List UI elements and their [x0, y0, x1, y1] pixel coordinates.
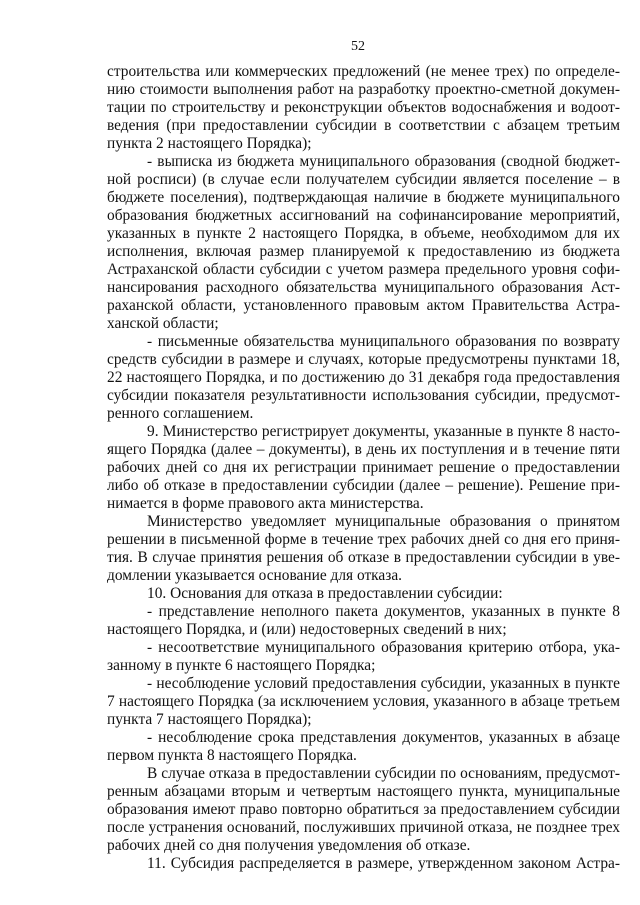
- text-line: - представление неполного пакета документов, указанных в пункте 8: [147, 603, 620, 620]
- text-line: либо об отказе в предоставлении субсидии (далее – решение). Решение при-: [107, 477, 620, 494]
- text-line: после устранения оснований, послуживших причиной отказа, не позднее трех: [107, 819, 620, 836]
- paragraph-reapplication: [107, 765, 620, 855]
- text-line: - несоответствие муниципального образования критерию отбора, ука-: [147, 639, 620, 656]
- text-line: - выписка из бюджета муниципального образования (сводной бюджет-: [147, 153, 620, 170]
- text-line: тации по строительству и реконструкции объектов водоснабжения и водоот-: [107, 99, 620, 116]
- text-line: нимается в форме правового акта министерства.: [107, 495, 424, 512]
- text-line: пункта 7 настоящего Порядка);: [107, 711, 312, 728]
- text-line: указанных в пункте 2 настоящего Порядка, в объеме, необходимом для их: [107, 225, 620, 242]
- text-line: рабочих дней со дня получения уведомления об отказе.: [107, 837, 471, 854]
- text-line: образования бюджетных ассигнований на софинансирование мероприятий,: [107, 207, 620, 224]
- text-line: нансирования расходного обязательства муниципального образования Аст-: [107, 279, 620, 296]
- text-line: бюджете поселения), подтверждающая наличие в бюджете муниципального: [107, 189, 620, 206]
- list-item-budget-extract: [107, 153, 620, 333]
- text-line: ханской области;: [107, 315, 219, 332]
- list-item-criteria-mismatch: [107, 639, 620, 675]
- clause-10-heading: [107, 585, 620, 603]
- text-line: средств субсидии в размере и случаях, которые предусмотрены пунктами 18,: [107, 351, 620, 368]
- text-line: рабочих дней со дня их регистрации принимает решение о предоставлении: [107, 459, 620, 476]
- text-line: раханской области, установленного правовым актом Правительства Астра-: [107, 297, 620, 314]
- text-line: строительства или коммерческих предложений (не менее трех) по определе-: [107, 63, 620, 80]
- text-line: первом пункта 8 настоящего Порядка.: [107, 747, 357, 764]
- text-line: 9. Министерство регистрирует документы, указанные в пункте 8 насто-: [147, 423, 620, 440]
- text-line: - несоблюдение срока представления документов, указанных в абзаце: [147, 729, 620, 746]
- paragraph-continued: [107, 63, 620, 153]
- text-line: - письменные обязательства муниципального образования по возврату: [147, 333, 620, 350]
- document-body: [107, 63, 620, 873]
- list-item-conditions-violation: [107, 675, 620, 729]
- text-line: исполнения, включая размер планируемой к предоставлению из бюджета: [107, 243, 620, 260]
- list-item-deadline-violation: [107, 729, 620, 765]
- paragraph-notification: [107, 513, 620, 585]
- text-line: ренным абзацами вторым и четвертым настоящего пункта, муниципальные: [107, 783, 620, 800]
- text-line: образования имеют право повторно обратиться за предоставлением субсидии: [107, 801, 620, 818]
- text-line: 7 настоящего Порядка (за исключением условия, указанного в абзаце третьем: [107, 693, 620, 710]
- list-item-written-obligations: [107, 333, 620, 423]
- text-line: ящего Порядка (далее – документы), в день их поступления и в течение пяти: [107, 441, 620, 458]
- text-line: тия. В случае принятия решения об отказе в предоставлении субсидии в уве-: [107, 549, 620, 566]
- text-line: ренного соглашением.: [107, 405, 254, 422]
- clause-11: [107, 855, 620, 873]
- text-line: решении в письменной форме в течение трех рабочих дней со дня его приня-: [107, 531, 620, 548]
- text-line: 10. Основания для отказа в предоставлении субсидии:: [147, 585, 503, 602]
- text-line: пункта 2 настоящего Порядка);: [107, 135, 312, 152]
- text-line: Астраханской области субсидии с учетом размера предельного уровня софи-: [107, 261, 620, 278]
- text-line: нию стоимости выполнения работ на разработку проектно-сметной докумен-: [107, 81, 620, 98]
- text-line: В случае отказа в предоставлении субсидии по основаниям, предусмот-: [147, 765, 620, 782]
- text-line: субсидии показателя результативности использования субсидии, предусмот-: [107, 387, 620, 404]
- text-line: домлении указывается основание для отказа.: [107, 567, 403, 584]
- list-item-incomplete-package: [107, 603, 620, 639]
- clause-9: [107, 423, 620, 513]
- text-line: ведения (при предоставлении субсидии в соответствии с абзацем третьим: [107, 117, 620, 134]
- text-line: 11. Субсидия распределяется в размере, утвержденном законом Астра-: [147, 855, 620, 872]
- text-line: Министерство уведомляет муниципальные образования о принятом: [147, 513, 620, 530]
- text-line: занному в пункте 6 настоящего Порядка;: [107, 657, 376, 674]
- text-line: ной росписи) (в случае если получателем субсидии является поселение – в: [107, 171, 620, 188]
- text-line: 22 настоящего Порядка, и по достижению до 31 декабря года предоставления: [107, 369, 620, 386]
- text-line: настоящего Порядка, и (или) недостоверных сведений в них;: [107, 621, 507, 638]
- page-number: 52: [351, 39, 365, 54]
- text-line: - несоблюдение условий предоставления субсидии, указанных в пункте: [147, 675, 620, 692]
